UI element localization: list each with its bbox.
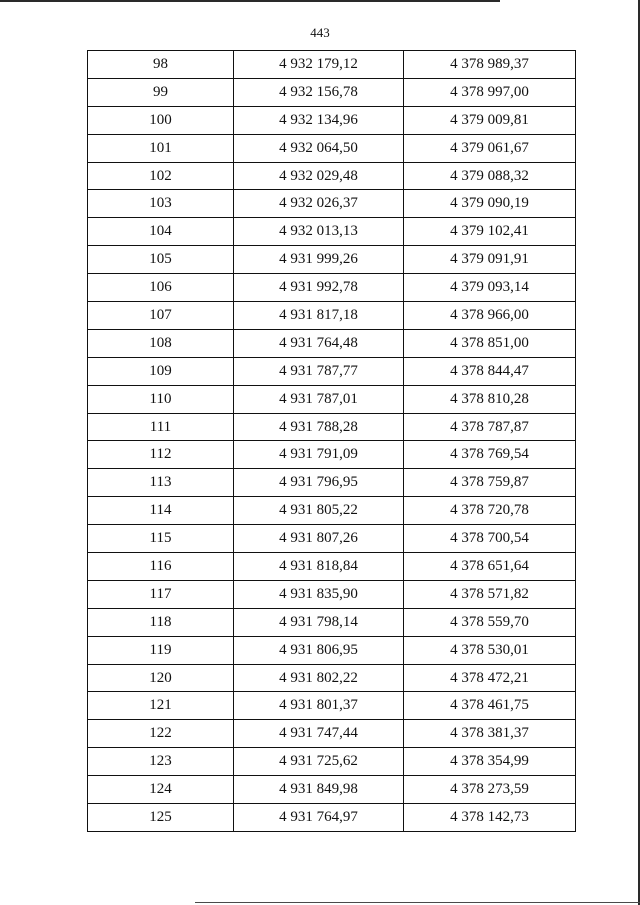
- y-coordinate-cell: 4 379 090,19: [404, 190, 576, 218]
- page-number: 443: [310, 25, 330, 40]
- table-row: [88, 135, 576, 163]
- y-coordinate-cell: 4 378 273,59: [404, 776, 576, 804]
- y-coordinate-cell: 4 378 787,87: [404, 414, 576, 442]
- point-number-cell: 117: [88, 581, 234, 609]
- table-row: [88, 525, 576, 553]
- point-number-cell: 114: [88, 497, 234, 525]
- y-coordinate-cell: 4 378 461,75: [404, 692, 576, 720]
- point-number-cell: 104: [88, 218, 234, 246]
- table-row: [88, 665, 576, 693]
- y-coordinate-cell: 4 378 651,64: [404, 553, 576, 581]
- point-number-cell: 103: [88, 190, 234, 218]
- y-coordinate-cell: 4 379 061,67: [404, 135, 576, 163]
- x-coordinate-cell: 4 931 805,22: [234, 497, 404, 525]
- x-coordinate-cell: 4 931 801,37: [234, 692, 404, 720]
- point-number-cell: 110: [88, 386, 234, 414]
- coordinates-table: [87, 50, 576, 832]
- y-coordinate-cell: 4 378 759,87: [404, 469, 576, 497]
- point-number-cell: 98: [88, 51, 234, 79]
- x-coordinate-cell: 4 931 787,77: [234, 358, 404, 386]
- x-coordinate-cell: 4 931 818,84: [234, 553, 404, 581]
- point-number-cell: 119: [88, 637, 234, 665]
- y-coordinate-cell: 4 378 769,54: [404, 441, 576, 469]
- y-coordinate-cell: 4 378 851,00: [404, 330, 576, 358]
- table-row: [88, 107, 576, 135]
- x-coordinate-cell: 4 931 835,90: [234, 581, 404, 609]
- table-row: [88, 776, 576, 804]
- table-row: [88, 386, 576, 414]
- point-number-cell: 118: [88, 609, 234, 637]
- x-coordinate-cell: 4 931 787,01: [234, 386, 404, 414]
- y-coordinate-cell: 4 378 571,82: [404, 581, 576, 609]
- table-row: [88, 692, 576, 720]
- y-coordinate-cell: 4 378 997,00: [404, 79, 576, 107]
- x-coordinate-cell: 4 932 179,12: [234, 51, 404, 79]
- x-coordinate-cell: 4 932 064,50: [234, 135, 404, 163]
- table-row: [88, 497, 576, 525]
- point-number-cell: 102: [88, 163, 234, 191]
- table-row: [88, 609, 576, 637]
- table-row: [88, 581, 576, 609]
- table-row: [88, 274, 576, 302]
- point-number-cell: 100: [88, 107, 234, 135]
- y-coordinate-cell: 4 378 142,73: [404, 804, 576, 832]
- x-coordinate-cell: 4 932 134,96: [234, 107, 404, 135]
- y-coordinate-cell: 4 378 559,70: [404, 609, 576, 637]
- y-coordinate-cell: 4 378 354,99: [404, 748, 576, 776]
- y-coordinate-cell: 4 379 091,91: [404, 246, 576, 274]
- table-row: [88, 302, 576, 330]
- x-coordinate-cell: 4 931 817,18: [234, 302, 404, 330]
- table-row: [88, 51, 576, 79]
- point-number-cell: 123: [88, 748, 234, 776]
- scan-edge-bottom: [195, 902, 640, 903]
- y-coordinate-cell: 4 378 472,21: [404, 665, 576, 693]
- point-number-cell: 115: [88, 525, 234, 553]
- point-number-cell: 113: [88, 469, 234, 497]
- x-coordinate-cell: 4 931 764,48: [234, 330, 404, 358]
- x-coordinate-cell: 4 931 806,95: [234, 637, 404, 665]
- x-coordinate-cell: 4 932 156,78: [234, 79, 404, 107]
- table-row: [88, 748, 576, 776]
- x-coordinate-cell: 4 931 807,26: [234, 525, 404, 553]
- y-coordinate-cell: 4 379 093,14: [404, 274, 576, 302]
- table-row: [88, 469, 576, 497]
- point-number-cell: 107: [88, 302, 234, 330]
- scan-edge-top: [0, 0, 500, 2]
- y-coordinate-cell: 4 378 810,28: [404, 386, 576, 414]
- table-row: [88, 246, 576, 274]
- table-row: [88, 163, 576, 191]
- point-number-cell: 116: [88, 553, 234, 581]
- x-coordinate-cell: 4 931 747,44: [234, 720, 404, 748]
- point-number-cell: 108: [88, 330, 234, 358]
- y-coordinate-cell: 4 379 009,81: [404, 107, 576, 135]
- y-coordinate-cell: 4 378 844,47: [404, 358, 576, 386]
- table-row: [88, 190, 576, 218]
- table-row: [88, 414, 576, 442]
- point-number-cell: 121: [88, 692, 234, 720]
- table-row: [88, 358, 576, 386]
- point-number-cell: 124: [88, 776, 234, 804]
- x-coordinate-cell: 4 931 791,09: [234, 441, 404, 469]
- y-coordinate-cell: 4 378 381,37: [404, 720, 576, 748]
- table-row: [88, 330, 576, 358]
- point-number-cell: 112: [88, 441, 234, 469]
- y-coordinate-cell: 4 379 088,32: [404, 163, 576, 191]
- table-row: [88, 553, 576, 581]
- x-coordinate-cell: 4 932 013,13: [234, 218, 404, 246]
- point-number-cell: 111: [88, 414, 234, 442]
- x-coordinate-cell: 4 931 788,28: [234, 414, 404, 442]
- y-coordinate-cell: 4 378 700,54: [404, 525, 576, 553]
- table-row: [88, 637, 576, 665]
- x-coordinate-cell: 4 931 999,26: [234, 246, 404, 274]
- point-number-cell: 125: [88, 804, 234, 832]
- y-coordinate-cell: 4 378 720,78: [404, 497, 576, 525]
- table-row: [88, 720, 576, 748]
- point-number-cell: 101: [88, 135, 234, 163]
- x-coordinate-cell: 4 931 764,97: [234, 804, 404, 832]
- point-number-cell: 122: [88, 720, 234, 748]
- x-coordinate-cell: 4 932 029,48: [234, 163, 404, 191]
- table-row: [88, 441, 576, 469]
- table-row: [88, 218, 576, 246]
- table-row: [88, 804, 576, 832]
- x-coordinate-cell: 4 931 796,95: [234, 469, 404, 497]
- x-coordinate-cell: 4 931 798,14: [234, 609, 404, 637]
- point-number-cell: 106: [88, 274, 234, 302]
- point-number-cell: 99: [88, 79, 234, 107]
- point-number-cell: 105: [88, 246, 234, 274]
- x-coordinate-cell: 4 931 802,22: [234, 665, 404, 693]
- y-coordinate-cell: 4 378 989,37: [404, 51, 576, 79]
- x-coordinate-cell: 4 931 849,98: [234, 776, 404, 804]
- x-coordinate-cell: 4 931 725,62: [234, 748, 404, 776]
- table-row: [88, 79, 576, 107]
- y-coordinate-cell: 4 378 966,00: [404, 302, 576, 330]
- x-coordinate-cell: 4 931 992,78: [234, 274, 404, 302]
- y-coordinate-cell: 4 378 530,01: [404, 637, 576, 665]
- x-coordinate-cell: 4 932 026,37: [234, 190, 404, 218]
- y-coordinate-cell: 4 379 102,41: [404, 218, 576, 246]
- point-number-cell: 120: [88, 665, 234, 693]
- point-number-cell: 109: [88, 358, 234, 386]
